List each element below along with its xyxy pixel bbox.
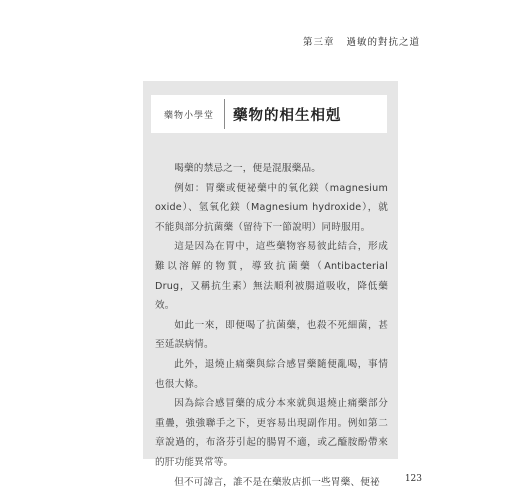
paragraph: 但不可諱言，誰不是在藥妝店抓一些胃藥、便祕 — [174, 476, 380, 488]
box-body — [155, 159, 388, 492]
chapter-title: 過敏的對抗之道 — [346, 37, 420, 48]
box-title: 藥物的相生相剋 — [233, 107, 342, 124]
paragraph: 喝藥的禁忌之一，便是混服藥品。 — [174, 163, 322, 174]
page-number: 123 — [404, 474, 422, 484]
running-header — [303, 34, 420, 48]
paragraph: 這是因為在胃中，這些藥物容易彼此結合，形成難以溶解的物質，導致抗菌藥（Antibacterial Drug，又稱抗生素）無法順利被腸道吸收，降低藥效。 — [155, 241, 388, 312]
paragraph: 因為綜合感冒藥的成分本來就與退燒止痛藥部分重疊，強強聯手之下，更容易出現副作用。例如第二章說過的，布洛芬引起的腸胃不適，或乙醯胺酚帶來的肝功能異常等。 — [155, 398, 388, 468]
title-divider — [224, 99, 225, 129]
paragraph: 例如：胃藥或便祕藥中的氧化鎂（magnesium oxide）、氫氧化鎂（Magnesium hydroxide），就不能與部分抗菌藥（留待下一節說明）同時服用。 — [155, 182, 388, 233]
paragraph: 此外，退燒止痛藥與綜合感冒藥隨便亂喝，事情也很大條。 — [155, 358, 388, 390]
chapter-number: 第三章 — [302, 37, 335, 48]
box-tag: 藥物小學堂 — [164, 110, 215, 121]
paragraph: 如此一來，即便喝了抗菌藥，也殺不死細菌，甚至延誤病情。 — [155, 319, 388, 351]
box-title-banner — [151, 95, 387, 133]
